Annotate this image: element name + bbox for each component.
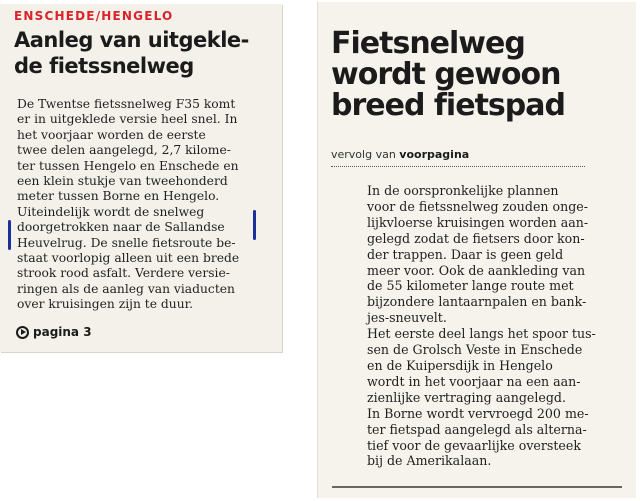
right-body-line: en de Kuipersdijk in Hengelo [367, 357, 553, 373]
left-body-line: Uiteindelijk wordt de snelweg [17, 204, 205, 219]
right-body-line: voor de fietssnelweg zouden onge- [367, 198, 588, 214]
right-headline-line: Fietsnelweg [331, 26, 525, 61]
continued-source: voorpagina [399, 148, 470, 161]
bottom-rule [332, 486, 622, 488]
left-headline-line: Aanleg van uitgekle- [14, 28, 249, 52]
right-body [367, 183, 596, 469]
page-reference [16, 325, 92, 339]
right-headline [331, 28, 631, 121]
left-body-line: twee delen aangelegd, 2,7 kilome- [17, 143, 231, 158]
right-headline-line: wordt gewoon [331, 57, 561, 92]
right-body-line: lijkvloerse kruisingen worden aan- [367, 214, 589, 230]
play-circle-icon [16, 326, 29, 339]
right-body-line: bij de Amerikalaan. [367, 453, 492, 469]
dotted-divider [331, 166, 585, 167]
continued-from [331, 148, 469, 161]
left-headline [14, 27, 276, 79]
right-body-line: gelegd zodat de fietsers door kon- [367, 230, 585, 246]
right-body-line: bijzondere lantaarnpalen en bank- [367, 294, 587, 310]
right-body-line: sen de Grolsch Veste in Enschede [367, 342, 583, 358]
left-body-line: ter tussen Hengelo en Enschede en [17, 158, 239, 173]
right-body-line: tief voor de gevaarlijke oversteek [367, 437, 581, 453]
right-headline-line: breed fietspad [331, 88, 565, 123]
left-headline-line: de fietssnelweg [14, 54, 194, 78]
right-body-line: Het eerste deel langs het spoor tus- [367, 326, 596, 342]
pen-mark-left [8, 220, 11, 250]
left-body-line: ringen als de aanleg van viaducten [17, 281, 235, 296]
right-body-line: jes-sneuvelt. [367, 310, 447, 326]
right-body-line: der trappen. Daar is geen geld [367, 246, 564, 262]
left-body [17, 97, 275, 313]
right-body-line: zienlijke vertraging aangelegd. [367, 389, 566, 405]
right-body-line: ter fietspad aangelegd als alterna- [367, 421, 587, 437]
left-body-line: over kruisingen zijn te duur. [17, 297, 194, 312]
right-body-line: In de oorspronkelijke plannen [367, 183, 559, 198]
continued-prefix: vervolg van [331, 148, 396, 161]
left-body-line: doorgetrokken naar de Sallandse [17, 220, 225, 235]
left-body-line: er in uitgeklede versie heel snel. In [17, 112, 238, 127]
left-body-line: De Twentse fietssnelweg F35 komt [17, 97, 236, 111]
page-reference-label: pagina 3 [33, 325, 92, 339]
left-body-line: het voorjaar worden de eerste [17, 127, 206, 142]
left-body-line: Heuvelrug. De snelle fietsroute be- [17, 235, 236, 250]
right-body-line: meer voor. Ook de aankleding van [367, 262, 586, 278]
left-body-line: meter tussen Borne en Hengelo. [17, 189, 220, 204]
pen-mark-right [253, 210, 256, 240]
left-body-line: een klein stukje van tweehonderd [17, 174, 228, 189]
right-body-line: de 55 kilometer lange route met [367, 278, 574, 294]
right-body-line: wordt in het voorjaar na een aan- [367, 373, 581, 389]
left-kicker: ENSCHEDE/HENGELO [14, 9, 174, 23]
left-body-line: strook rood asfalt. Verdere versie- [17, 266, 230, 281]
left-body-line: staat voorlopig alleen uit een brede [17, 251, 240, 266]
right-body-line: In Borne wordt vervroegd 200 me- [367, 405, 589, 421]
